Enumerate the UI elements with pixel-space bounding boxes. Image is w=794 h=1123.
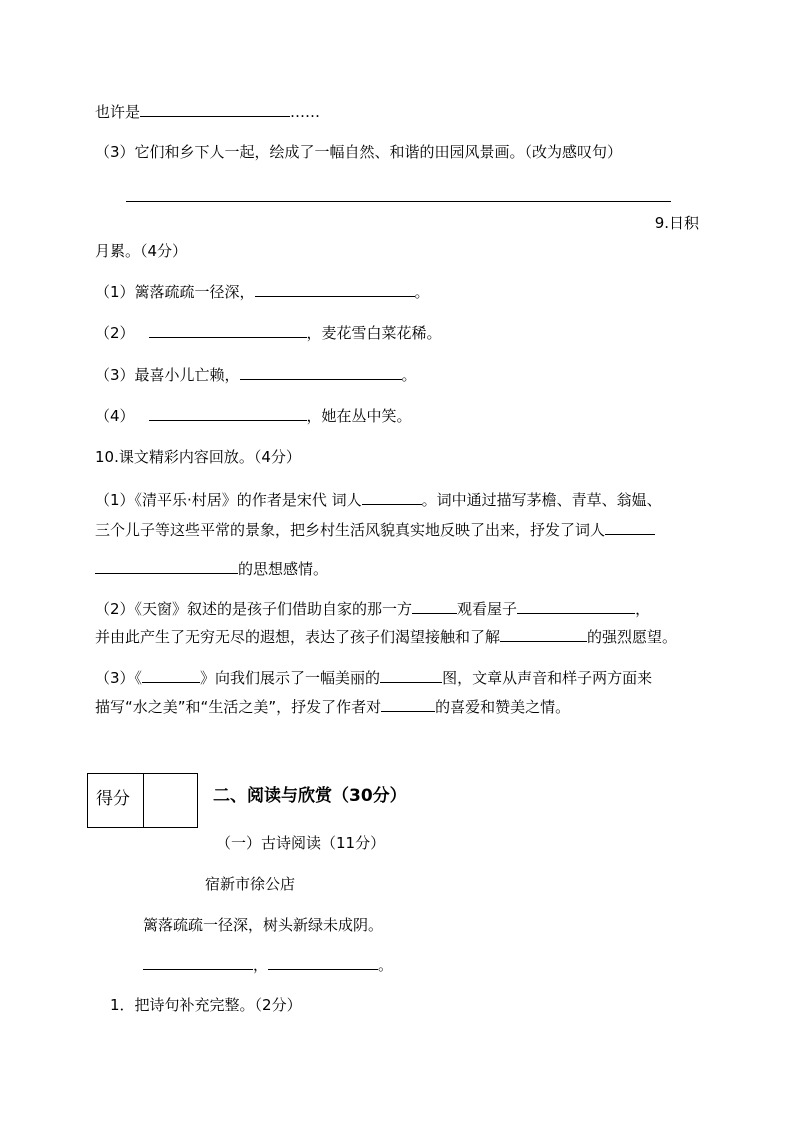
blank [142, 668, 200, 683]
q10-item-2-line-1: （2）《天窗》叙述的是孩子们借助自家的那一方 观看屋子 ， [95, 600, 651, 618]
sub-section-title: （一）古诗阅读（11分） [216, 834, 386, 852]
question-10-title: 10.课文精彩内容回放。（4分） [95, 448, 301, 466]
blank [149, 323, 307, 338]
q10-item-1-line-3: 的思想感情。 [95, 559, 328, 579]
blank [381, 697, 435, 712]
poem-fill-3: （3）最喜小儿亡赖， 。 [95, 366, 417, 384]
blank [380, 668, 442, 683]
question-9-title: 月累。（4分） [95, 242, 188, 260]
section-title: 二、阅读与欣赏（30分） [213, 786, 407, 806]
question-9-number: 9.日积 [654, 214, 699, 232]
score-label: 得分 [96, 789, 130, 809]
blank [362, 490, 422, 505]
question-1: 1．把诗句补充完整。（2分） [110, 996, 302, 1014]
q10-item-1-line-1: （1）《清平乐·村居》的作者是宋代 词人 。词中通过描写茅檐、青草、翁媪、 [95, 491, 662, 509]
blank [149, 406, 307, 421]
poem-line: 篱落疏疏一径深，树头新绿未成阴。 [143, 916, 384, 934]
blank [412, 599, 457, 614]
blank [255, 282, 415, 297]
score-divider [143, 774, 144, 827]
blank [240, 365, 402, 380]
blank [500, 627, 587, 642]
q10-item-1-line-2: 三个儿子等这些平常的景象，把乡村生活风貌真实地反映了出来，抒发了词人 [95, 520, 655, 540]
q10-item-3-line-1: （3）《 》向我们展示了一幅美丽的 图，文章从声音和样子两方面来 [95, 669, 653, 687]
blank [268, 955, 378, 970]
answer-line [126, 201, 671, 202]
blank [140, 102, 290, 117]
blank [95, 559, 238, 574]
line-maybe: 也许是 …… [95, 103, 321, 121]
q10-item-2-line-2: 并由此产生了无穷无尽的遐想，表达了孩子们渴望接触和了解 的强烈愿望。 [95, 628, 678, 646]
poem-title: 宿新市徐公店 [205, 875, 296, 893]
question-3-exclamation: （3）它们和乡下人一起，绘成了一幅自然、和谐的田园风景画。（改为感叹句） [95, 143, 623, 161]
score-box [87, 773, 198, 828]
poem-fill-1: （1）篱落疏疏一径深， 。 [95, 283, 430, 301]
poem-fill-2: （2） ，麦花雪白菜花稀。 [95, 324, 442, 342]
blank [143, 955, 253, 970]
q10-item-3-line-2: 描写“水之美”和“生活之美”，抒发了作者对 的喜爱和赞美之情。 [95, 698, 571, 716]
poem-fill-4: （4） ，她在丛中笑。 [95, 407, 412, 425]
blank [605, 520, 655, 535]
poem-fill-blanks: ， 。 [143, 955, 393, 975]
blank [517, 599, 635, 614]
